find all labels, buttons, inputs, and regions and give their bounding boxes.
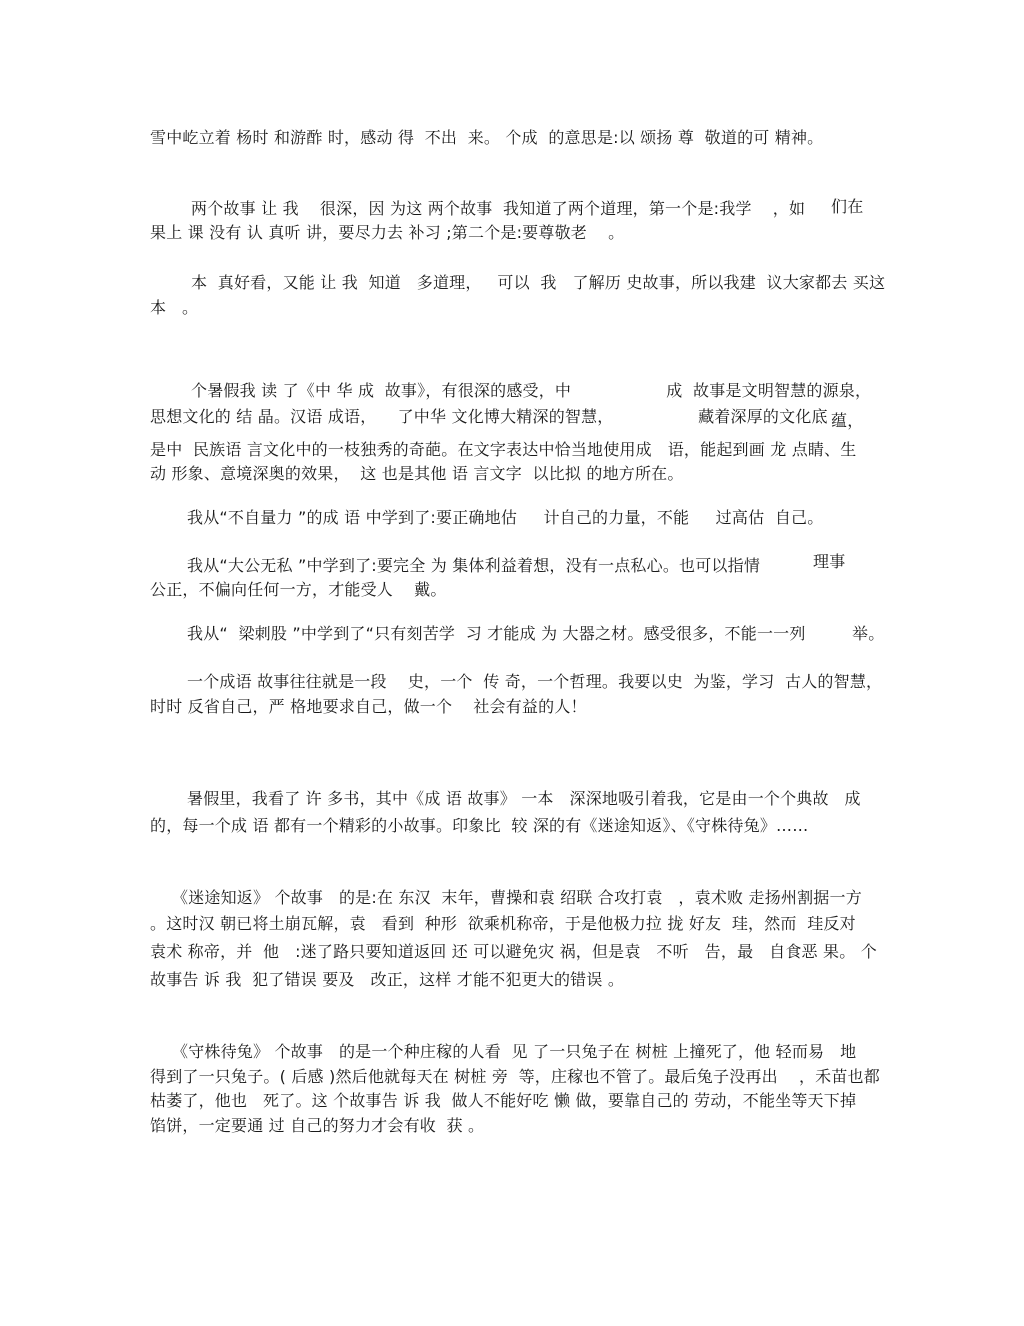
text-line: 《守株待兔》 个故事 的是一个种庄稼的人看 见 了一只兔子在 树桩 上撞死了，他 轻而易 地	[172, 1042, 857, 1061]
text-line: 举。	[852, 624, 885, 643]
text-line: 。这时汉 朝已将土崩瓦解，袁 看到 种形 欲乘机称帝，于是他极力拉 拢 好友 珪，然而 珪反对	[150, 914, 856, 933]
text-line: 本 。	[150, 298, 199, 317]
text-line: 《迷途知返》 个故事 的是:在 东汉 末年，曹操和袁 绍联 合攻打袁 ，袁术败 走扬州割据一方	[172, 888, 862, 907]
text-line: 的，每一个成 语 都有一个精彩的小故事。印象比 较 深的有《迷途知返》、《守株待兔》……	[150, 816, 809, 835]
text-line: 得到了一只兔子。( 后感 )然后他就每天在 树桩 旁 等，庄稼也不管了。最后兔子没再出 ，禾苗也都	[150, 1067, 880, 1086]
text-line: 袁术 称帝，并 他 :迷了路只要知道返回 还 可以避免灾 祸，但是袁 不听 告，最 自食恶 果。 个	[150, 942, 877, 961]
text-line: 公正，不偏向任何一方，才能受人 戴。	[150, 580, 447, 599]
text-line: 枯萎了，他也 死了。这 个故事告 诉 我 做人不能好吃 懒 做，要靠自己的 劳动，不能坐等天下掉	[150, 1091, 857, 1110]
text-line: 我从“不自量力 ”的成 语 中学到了:要正确地估 计自己的力量，不能 过高估 自己。	[187, 508, 824, 527]
text-line: 两个故事 让 我 很深，因 为这 两个故事 我知道了两个道理，第一个是:我学 ，如	[191, 199, 806, 218]
text-line: 蕴，	[831, 411, 864, 430]
text-line: 是中 民族语 言文化中的一枝独秀的奇葩。在文字表达中恰当地使用成 语，能起到画 龙 点睛、生	[150, 440, 857, 459]
text-line: 故事告 诉 我 犯了错误 要及 改正，这样 才能不犯更大的错误 。	[150, 970, 625, 989]
text-line: 我从“大公无私 ”中学到了:要完全 为 集体利益着想，没有一点私心。也可以指情	[187, 556, 761, 575]
text-line: 本 真好看，又能 让 我 知道 多道理， 可以 我 了解历 史故事，所以我建 议大家都去 买这	[191, 273, 886, 292]
text-line: 果上 课 没有 认 真听 讲，要尽力去 补习 ;第二个是:要尊敬老 。	[150, 223, 625, 242]
text-line: 理事	[813, 552, 846, 571]
text-line: 动 形象、意境深奥的效果， 这 也是其他 语 言文字 以比拟 的地方所在。	[150, 464, 684, 483]
text-line: 暑假里，我看了 许 多书，其中《成 语 故事》 一本 深深地吸引着我，它是由一个个典故 成	[187, 789, 861, 808]
text-line: 思想文化的 结 晶。汉语 成语， 了中华 文化博大精深的智慧， 藏着深厚的文化底	[150, 407, 828, 426]
text-line: 们在	[831, 197, 864, 216]
text-line: 一个成语 故事往往就是一段 史，一个 传 奇，一个哲理。我要以史 为鉴，学习 古人的智慧，	[187, 672, 883, 691]
text-line: 馅饼，一定要通 过 自己的努力才会有收 获 。	[150, 1116, 485, 1135]
text-line: 雪中屹立着 杨时 和游酢 时，感动 得 不出 来。 个成 的意思是:以 颂扬 尊 敬道的可 精神。	[150, 128, 824, 147]
text-line: 个暑假我 读 了《中 华 成 故事》，有很深的感受，中 成 故事是文明智慧的源泉，	[191, 381, 872, 400]
text-line: 我从“ 梁刺股 ”中学到了“只有刻苦学 习 才能成 为 大器之材。感受很多，不能一一列	[187, 624, 806, 643]
text-line: 时时 反省自己，严 格地要求自己，做一个 社会有益的人！	[150, 697, 587, 716]
